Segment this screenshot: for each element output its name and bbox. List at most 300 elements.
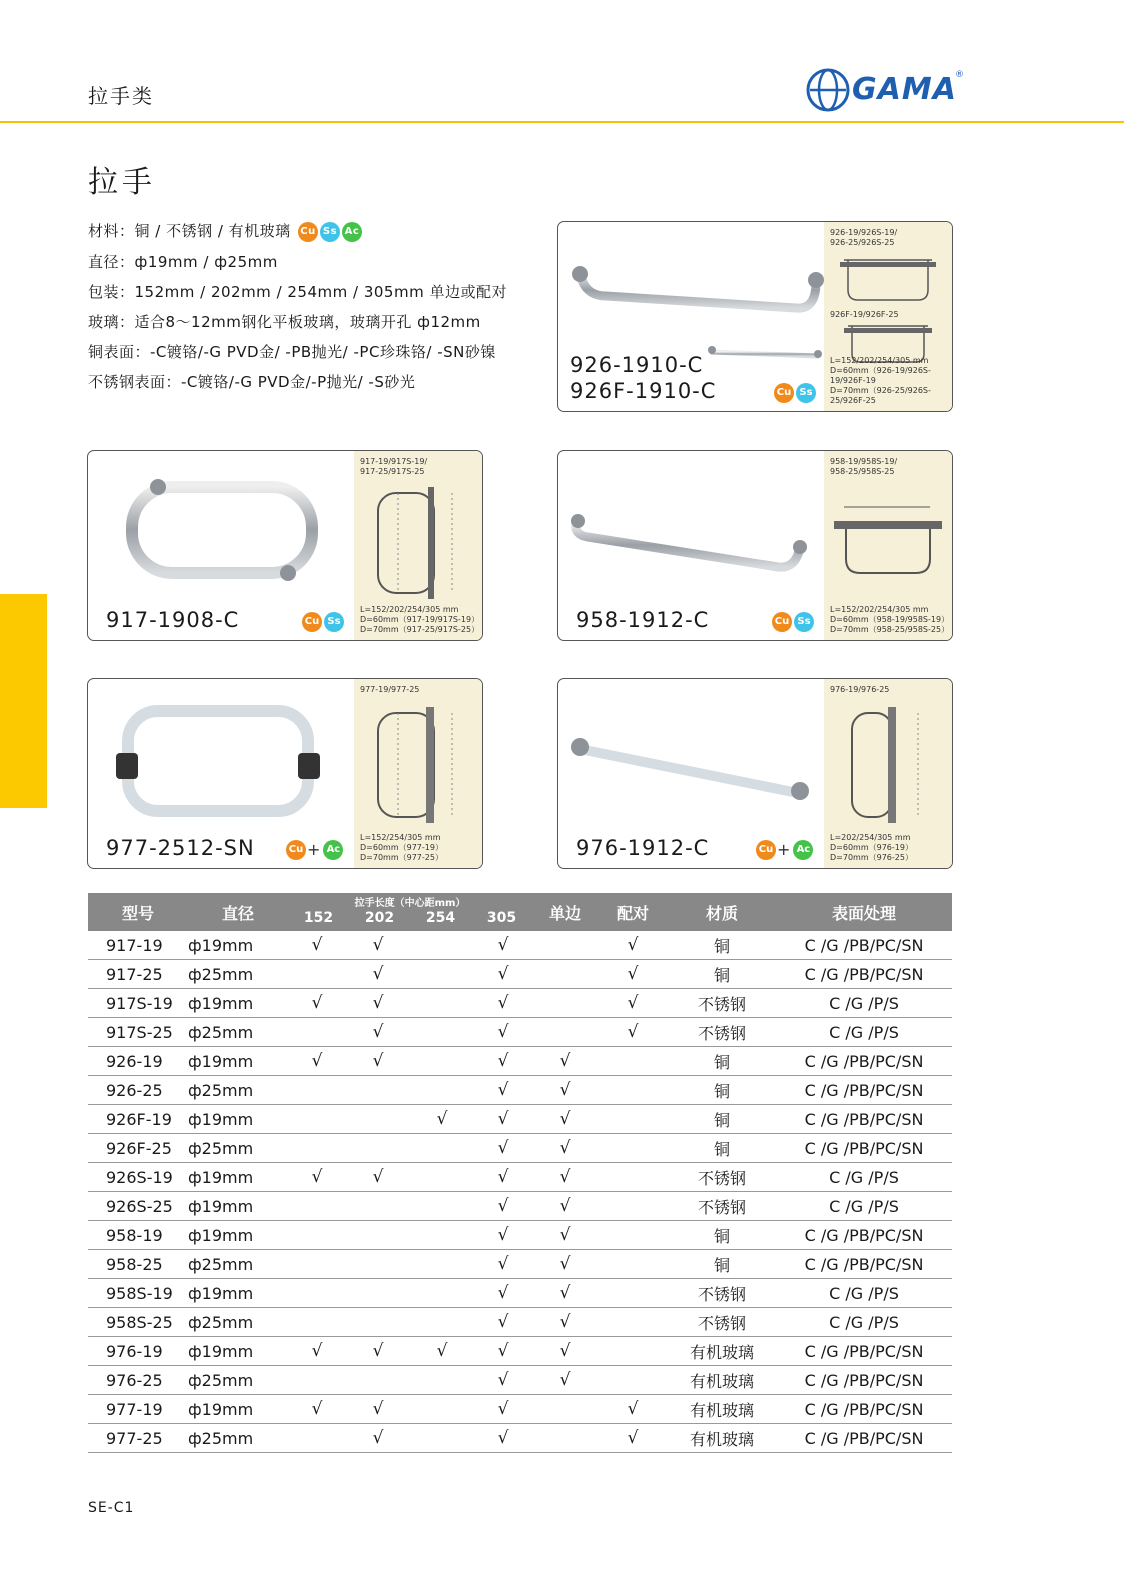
plus-sign: + [777,840,791,859]
header-finish: 表面处理 [776,893,952,931]
product-code: 917-1908-C [106,608,240,632]
cell-single: √ [532,1105,598,1134]
drawing-label-top [830,228,897,248]
spec-material-text: 材料：铜 / 不锈钢 / 有机玻璃 [88,222,291,240]
handle-976-image [564,719,814,819]
dimension-text: L=152/202/254/305 mm [360,605,459,614]
cell-152 [288,1221,346,1250]
spec-steel-surface: 不锈钢表面：-C镀铬/-G PVD金/-P抛光/ -S砂光 [88,373,416,391]
cell-152: √ [288,931,346,960]
brand-name: GAMA [852,72,957,107]
cell-diameter: ф25mm [188,1134,288,1163]
table-row [88,1337,952,1366]
cell-material: 不锈钢 [668,1308,776,1337]
steel-badge-icon: Ss [796,383,816,403]
dimension-drawing-icon [838,703,938,827]
cell-202 [346,1105,410,1134]
cell-pair [598,1134,668,1163]
drawing-label: 977-19/977-25 [360,685,420,694]
cell-material: 有机玻璃 [668,1337,776,1366]
cell-diameter: ф25mm [188,1018,288,1047]
cell-152: √ [288,1047,346,1076]
cell-material: 铜 [668,1047,776,1076]
copper-badge-icon: Cu [756,840,776,860]
cell-material: 铜 [668,1076,776,1105]
cell-254 [410,1366,474,1395]
cell-finish: C /G /PB/PC/SN [776,1134,952,1163]
cell-305: √ [474,1076,532,1105]
product-card-977 [87,678,483,869]
drawing-label-top [830,685,889,695]
header-254: 254 [425,910,456,926]
cell-254 [410,1395,474,1424]
cell-305: √ [474,1337,532,1366]
cell-finish: C /G /PB/PC/SN [776,1047,952,1076]
cell-254 [410,1250,474,1279]
cell-305: √ [474,1279,532,1308]
cell-152 [288,1018,346,1047]
cell-diameter: ф19mm [188,1163,288,1192]
header-length-title: 拉手长度（中心距mm） [354,898,466,909]
drawing-label-top [830,457,897,477]
cell-material: 不锈钢 [668,1163,776,1192]
cell-finish: C /G /P/S [776,989,952,1018]
cell-254 [410,1163,474,1192]
cell-diameter: ф19mm [188,1105,288,1134]
cell-diameter: ф19mm [188,1337,288,1366]
cell-pair [598,1279,668,1308]
header-single: 单边 [532,893,598,931]
cell-diameter: ф19mm [188,1221,288,1250]
cell-diameter: ф19mm [188,931,288,960]
cell-152: √ [288,1163,346,1192]
cell-254 [410,1047,474,1076]
handle-958-image [564,501,814,581]
cell-202: √ [346,1018,410,1047]
cell-single: √ [532,1250,598,1279]
page-code: SE-C1 [88,1500,135,1516]
cell-202: √ [346,931,410,960]
cell-305: √ [474,1395,532,1424]
drawing-label: 958-19/958S-19/ [830,457,898,466]
cell-single [532,931,598,960]
material-badges [754,839,813,860]
cell-diameter: ф25mm [188,1250,288,1279]
cell-305: √ [474,1105,532,1134]
drawing-label: 926-25/926S-25 [830,238,895,247]
cell-material: 铜 [668,1134,776,1163]
table-row [88,1279,952,1308]
cell-152 [288,1250,346,1279]
technical-drawing-panel [354,679,482,868]
header-pair: 配对 [598,893,668,931]
product-card-917 [87,450,483,641]
cell-pair [598,1337,668,1366]
header-length [288,893,532,931]
cell-single: √ [532,1337,598,1366]
cell-material: 有机玻璃 [668,1395,776,1424]
plus-sign: + [307,840,321,859]
material-badges [284,839,343,860]
cell-152 [288,1192,346,1221]
handle-917-image [118,473,328,593]
table-row [88,1395,952,1424]
dimension-text: D=60mm（917-19/917S-19） [360,615,480,624]
steel-badge-icon: Ss [324,612,344,632]
cell-305: √ [474,1163,532,1192]
header-152: 152 [303,910,334,926]
cell-diameter: ф25mm [188,1076,288,1105]
product-code: 926-1910-C [570,353,704,377]
cell-model: 977-25 [88,1424,188,1453]
cell-finish: C /G /PB/PC/SN [776,931,952,960]
dimension-text: D=60mm（976-19） [830,843,913,852]
cell-diameter: ф19mm [188,1279,288,1308]
cell-202 [346,1279,410,1308]
cell-material: 不锈钢 [668,1018,776,1047]
cell-202: √ [346,1395,410,1424]
drawing-label: 926-19/926S-19/ [830,228,898,237]
cell-finish: C /G /P/S [776,1018,952,1047]
cell-model: 958S-25 [88,1308,188,1337]
cell-254: √ [410,1337,474,1366]
cell-model: 926-25 [88,1076,188,1105]
cell-single: √ [532,1134,598,1163]
material-badges [300,611,344,632]
copper-badge-icon: Cu [772,612,792,632]
spec-diameter: 直径：ф19mm / ф25mm [88,253,278,271]
acrylic-badge-icon: Ac [342,222,362,242]
steel-badge-icon: Ss [320,222,340,242]
cell-finish: C /G /P/S [776,1192,952,1221]
cell-model: 917-19 [88,931,188,960]
cell-single: √ [532,1163,598,1192]
cell-254 [410,1076,474,1105]
spec-material [88,220,362,242]
cell-finish: C /G /PB/PC/SN [776,1076,952,1105]
cell-pair [598,1308,668,1337]
table-row [88,1308,952,1337]
cell-model: 958-19 [88,1221,188,1250]
cell-material: 铜 [668,960,776,989]
technical-drawing-panel [824,679,952,868]
handle-977-image [108,697,328,827]
cell-material: 铜 [668,1250,776,1279]
cell-material: 有机玻璃 [668,1366,776,1395]
cell-202 [346,1366,410,1395]
cell-305: √ [474,1250,532,1279]
cell-single [532,1395,598,1424]
cell-305: √ [474,989,532,1018]
drawing-label-top [360,685,419,695]
cell-finish: C /G /P/S [776,1308,952,1337]
cell-model: 976-19 [88,1337,188,1366]
cell-model: 976-25 [88,1366,188,1395]
cell-pair [598,1076,668,1105]
side-tab-marker [0,594,47,808]
cell-305: √ [474,1366,532,1395]
cell-152 [288,1424,346,1453]
cell-model: 926-19 [88,1047,188,1076]
table-row [88,1105,952,1134]
cell-202 [346,1250,410,1279]
cell-finish: C /G /PB/PC/SN [776,1337,952,1366]
cell-152 [288,1105,346,1134]
cell-model: 917S-19 [88,989,188,1018]
cell-pair [598,1192,668,1221]
dimension-text: D=70mm（926-25/926S-25/926F-25 [830,386,931,405]
header-length-values [288,910,532,926]
cell-254 [410,1424,474,1453]
table-row [88,1221,952,1250]
dimension-text: L=152/202/254/305 mm [830,605,929,614]
drawing-label: 917-19/917S-19/ [360,457,428,466]
cell-material: 铜 [668,1105,776,1134]
cell-single: √ [532,1308,598,1337]
table-row [88,1192,952,1221]
cell-finish: C /G /PB/PC/SN [776,1424,952,1453]
cell-254 [410,1134,474,1163]
dimension-drawing-icon [830,499,946,589]
product-code: 977-2512-SN [106,836,255,860]
cell-single [532,989,598,1018]
cell-finish: C /G /PB/PC/SN [776,1250,952,1279]
table-row [88,1076,952,1105]
copper-badge-icon: Cu [302,612,322,632]
cell-202 [346,1076,410,1105]
acrylic-badge-icon: Ac [793,840,813,860]
copper-badge-icon: Cu [286,840,306,860]
drawing-dimensions [360,833,443,863]
cell-single [532,960,598,989]
dimension-drawing-icon [368,703,468,827]
spec-copper-surface: 铜表面：-C镀铬/-G PVD金/ -PB抛光/ -PC珍珠铬/ -SN砂镍 [88,343,496,361]
cell-single: √ [532,1221,598,1250]
cell-202: √ [346,1337,410,1366]
cell-model: 977-19 [88,1395,188,1424]
cell-diameter: ф25mm [188,1366,288,1395]
registered-mark: ® [955,70,964,80]
cell-diameter: ф25mm [188,960,288,989]
cell-single: √ [532,1366,598,1395]
cell-single: √ [532,1047,598,1076]
table-row [88,1424,952,1453]
drawing-label: 917-25/917S-25 [360,467,425,476]
table-header-row [88,893,952,931]
cell-diameter: ф19mm [188,1192,288,1221]
cell-single: √ [532,1192,598,1221]
cell-model: 917S-25 [88,1018,188,1047]
cell-152: √ [288,989,346,1018]
cell-pair [598,1250,668,1279]
table-row [88,1163,952,1192]
cell-model: 917-25 [88,960,188,989]
dimension-text: D=70mm（958-25/958S-25） [830,625,950,634]
cell-202: √ [346,960,410,989]
cell-152 [288,1279,346,1308]
header-diameter: 直径 [188,893,288,931]
cell-202 [346,1192,410,1221]
table-row [88,1018,952,1047]
cell-model: 958-25 [88,1250,188,1279]
dimension-text: L=152/254/305 mm [360,833,441,842]
cell-finish: C /G /P/S [776,1279,952,1308]
cell-305: √ [474,1134,532,1163]
cell-254 [410,1221,474,1250]
cell-152 [288,1134,346,1163]
cell-material: 有机玻璃 [668,1424,776,1453]
header-material: 材质 [668,893,776,931]
table-row [88,989,952,1018]
cell-model: 926F-19 [88,1105,188,1134]
cell-pair: √ [598,960,668,989]
cell-pair: √ [598,989,668,1018]
dimension-text: D=70mm（976-25） [830,853,913,862]
cell-pair: √ [598,931,668,960]
cell-pair [598,1366,668,1395]
cell-single [532,1424,598,1453]
acrylic-badge-icon: Ac [323,840,343,860]
cell-diameter: ф25mm [188,1424,288,1453]
cell-diameter: ф25mm [188,1308,288,1337]
dimension-text: L=152/202/254/305 mm [830,356,929,365]
cell-152 [288,960,346,989]
cell-pair: √ [598,1395,668,1424]
cell-model: 958S-19 [88,1279,188,1308]
cell-305: √ [474,1308,532,1337]
cell-finish: C /G /PB/PC/SN [776,1395,952,1424]
cell-305: √ [474,1018,532,1047]
cell-pair [598,1221,668,1250]
table-row [88,1047,952,1076]
cell-305: √ [474,931,532,960]
header-202: 202 [364,910,395,926]
dimension-text: D=70mm（977-25） [360,853,443,862]
drawing-label: 976-19/976-25 [830,685,890,694]
cell-diameter: ф19mm [188,1047,288,1076]
product-card-958 [557,450,953,641]
page-title: 拉手 [88,165,156,200]
drawing-label-mid: 926F-19/926F-25 [830,310,899,319]
header-305: 305 [486,910,517,926]
cell-pair: √ [598,1018,668,1047]
technical-drawing-panel [824,451,952,640]
cell-254 [410,960,474,989]
cell-254 [410,989,474,1018]
cell-pair: √ [598,1424,668,1453]
cell-model: 926F-25 [88,1134,188,1163]
table-row [88,1134,952,1163]
cell-152 [288,1308,346,1337]
table-row [88,960,952,989]
cell-single: √ [532,1279,598,1308]
drawing-dimensions [830,356,952,406]
cell-material: 不锈钢 [668,989,776,1018]
cell-305: √ [474,1221,532,1250]
cell-finish: C /G /PB/PC/SN [776,960,952,989]
cell-202: √ [346,1163,410,1192]
cell-pair [598,1047,668,1076]
cell-diameter: ф19mm [188,989,288,1018]
cell-pair [598,1105,668,1134]
spec-packing: 包装：152mm / 202mm / 254mm / 305mm 单边或配对 [88,283,507,301]
cell-single: √ [532,1076,598,1105]
header-divider [0,121,1124,123]
cell-202: √ [346,1424,410,1453]
drawing-label-top [360,457,427,477]
drawing-label: 958-25/958S-25 [830,467,895,476]
cell-finish: C /G /P/S [776,1163,952,1192]
cell-202 [346,1221,410,1250]
cell-material: 不锈钢 [668,1192,776,1221]
dimension-text: D=70mm（917-25/917S-25） [360,625,480,634]
cell-152 [288,1076,346,1105]
table-row [88,1250,952,1279]
cell-254 [410,1192,474,1221]
dimension-drawing-icon [368,483,468,603]
copper-badge-icon: Cu [298,222,318,242]
cell-pair [598,1163,668,1192]
drawing-dimensions [360,605,479,635]
cell-finish: C /G /PB/PC/SN [776,1366,952,1395]
cell-202 [346,1134,410,1163]
header-model: 型号 [88,893,188,931]
cell-202 [346,1308,410,1337]
product-code: 976-1912-C [576,836,710,860]
drawing-dimensions [830,605,949,635]
dimension-text: D=60mm（926-19/926S-19/926F-19 [830,366,931,385]
cell-254 [410,931,474,960]
cell-254: √ [410,1105,474,1134]
cell-model: 926S-19 [88,1163,188,1192]
product-card-926 [557,221,953,412]
cell-305: √ [474,1192,532,1221]
cell-model: 926S-25 [88,1192,188,1221]
cell-material: 铜 [668,931,776,960]
table-body [88,931,952,1453]
cell-152: √ [288,1395,346,1424]
cell-single [532,1018,598,1047]
product-card-976 [557,678,953,869]
cell-152 [288,1366,346,1395]
cell-254 [410,1018,474,1047]
product-code: 958-1912-C [576,608,710,632]
product-code-alt: 926F-1910-C [570,379,717,403]
cell-material: 铜 [668,1221,776,1250]
cell-305: √ [474,960,532,989]
dimension-text: D=60mm（977-19） [360,843,443,852]
steel-badge-icon: Ss [794,612,814,632]
cell-152: √ [288,1337,346,1366]
spec-glass: 玻璃：适合8～12mm钢化平板玻璃，玻璃开孔 ф12mm [88,313,481,331]
copper-badge-icon: Cu [774,383,794,403]
dimension-text: L=202/254/305 mm [830,833,911,842]
table-row [88,931,952,960]
cell-254 [410,1279,474,1308]
cell-202: √ [346,1047,410,1076]
cell-diameter: ф19mm [188,1395,288,1424]
technical-drawing-panel [354,451,482,640]
cell-material: 不锈钢 [668,1279,776,1308]
cell-finish: C /G /PB/PC/SN [776,1221,952,1250]
section-title: 拉手类 [88,84,154,108]
cell-305: √ [474,1047,532,1076]
cell-305: √ [474,1424,532,1453]
material-badges [770,611,814,632]
cell-finish: C /G /PB/PC/SN [776,1105,952,1134]
dimension-text: D=60mm（958-19/958S-19） [830,615,950,624]
material-badges [772,382,816,403]
